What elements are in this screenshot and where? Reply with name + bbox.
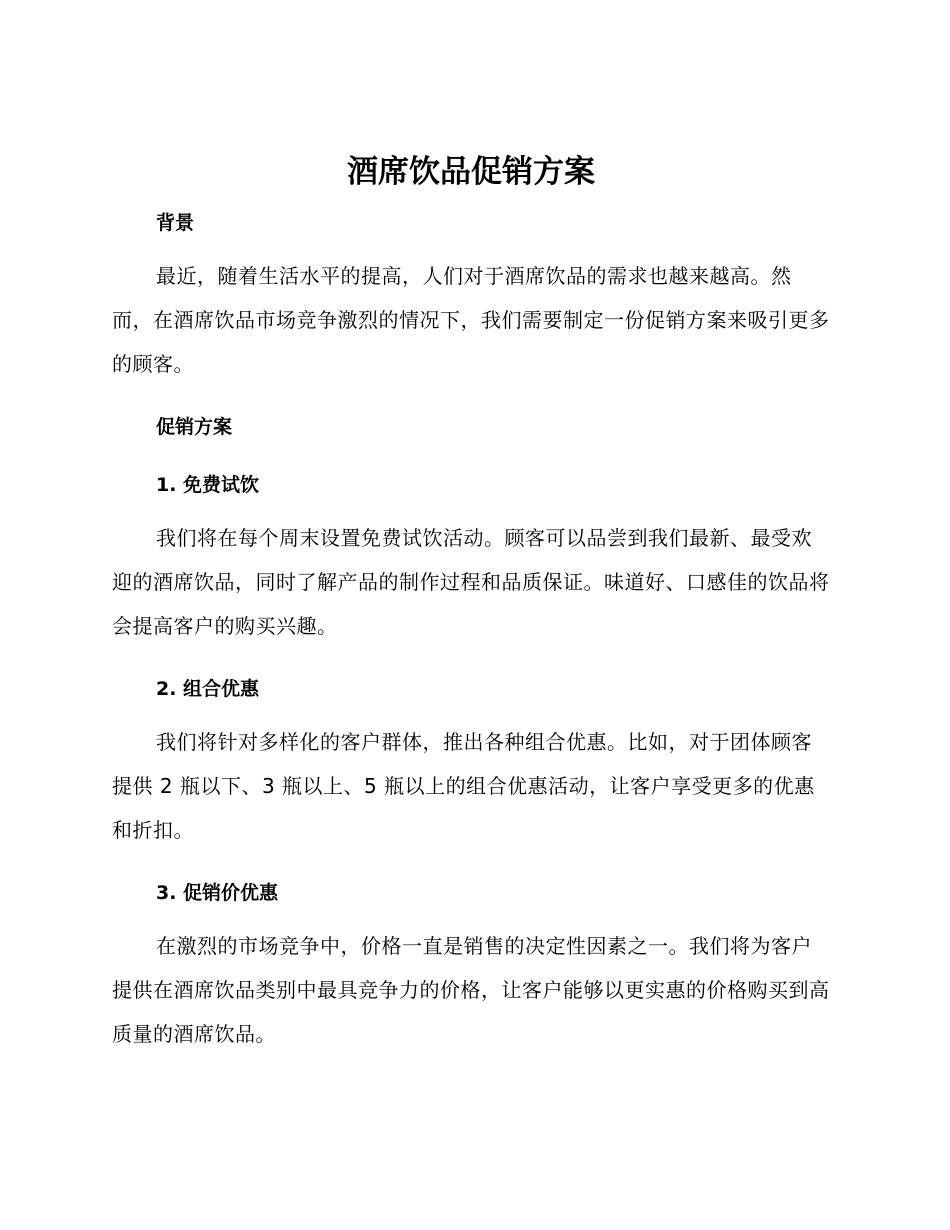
paragraph-background: 最近，随着生活水平的提高，人们对于酒席饮品的需求也越来越高。然而，在酒席饮品市场竞争激烈的情况下，我们需要制定一份促销方案来吸引更多的顾客。 bbox=[112, 264, 830, 376]
paragraph-bundle-discount: 我们将针对多样化的客户群体，推出各种组合优惠。比如，对于团体顾客提供 2 瓶以下、3 瓶以上、5 瓶以上的组合优惠活动，让客户享受更多的优惠和折扣。 bbox=[112, 730, 815, 842]
document-title: 酒席饮品促销方案 bbox=[347, 154, 595, 190]
document-content bbox=[112, 148, 830, 1056]
item-heading-free-tasting: 1. 免费试饮 bbox=[156, 474, 260, 496]
paragraph-promo-price: 在激烈的市场竞争中，价格一直是销售的决定性因素之一。我们将为客户提供在酒席饮品类别中最具竞争力的价格，让客户能够以更实惠的价格购买到高质量的酒席饮品。 bbox=[112, 934, 830, 1046]
item-heading-bundle-discount: 2. 组合优惠 bbox=[156, 678, 260, 700]
section-heading-plan: 促销方案 bbox=[156, 416, 233, 438]
item-heading-promo-price: 3. 促销价优惠 bbox=[156, 882, 279, 904]
paragraph-free-tasting: 我们将在每个周末设置免费试饮活动。顾客可以品尝到我们最新、最受欢迎的酒席饮品，同时了解产品的制作过程和品质保证。味道好、口感佳的饮品将会提高客户的购买兴趣。 bbox=[112, 526, 830, 638]
section-heading-background: 背景 bbox=[156, 212, 195, 234]
